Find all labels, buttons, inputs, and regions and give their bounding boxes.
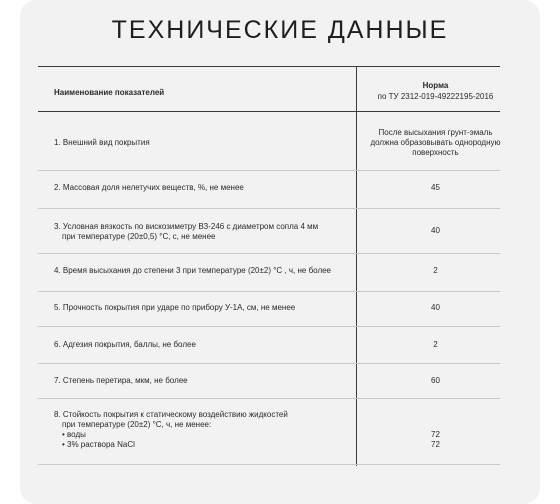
table-row-7-parameter: 7. Степень перетира, мкм, не более [54,376,188,385]
norm-line: должна образовывать однородную [370,138,501,147]
header-norm-label: Норма [422,81,449,90]
table-row-2-parameter: 2. Массовая доля нелетучих веществ, %, не менее [54,183,244,192]
table-row-7-norm: 60 [431,376,440,385]
row-divider [38,464,500,465]
row-divider [38,208,500,209]
table-row-1-parameter: 1. Внешний вид покрытия [54,138,150,147]
table-row-8-norm [357,430,514,450]
table-row-4-norm: 2 [433,266,438,275]
header-norm [357,80,514,102]
table-header-rule [38,111,500,112]
row-divider [38,398,500,399]
table-top-rule [38,66,500,67]
parameter-line: 3. Условная вязкость по вискозиметру ВЗ-246 с диаметром сопла 4 мм [54,222,319,231]
parameter-line: при температуре (20±0,5) °С, с, не менее [62,232,216,241]
norm-line: После высыхания грунт-эмаль [378,128,493,137]
row-divider [38,363,500,364]
table-row-1-norm [357,128,514,158]
header-parameter-name: Наименование показателей [54,88,165,97]
table-row-8-parameter [54,410,344,450]
parameter-line: • 3% раствора NaCl [62,440,135,449]
table-row-2-norm: 45 [431,183,440,192]
table-row-4-parameter: 4. Время высыхания до степени 3 при температуре (20±2) °С , ч, не более [54,266,332,275]
norm-line: 72 [431,430,440,439]
table-row-3-norm: 40 [431,226,440,235]
norm-line: поверхность [412,148,459,157]
table-row-3-parameter [54,222,344,242]
header-norm-standard: по ТУ 2312-019-49222195-2016 [377,92,494,101]
page-title: ТЕХНИЧЕСКИЕ ДАННЫЕ [111,16,449,44]
table-row-6-norm: 2 [433,340,438,349]
row-divider [38,170,500,171]
parameter-line: 8. Стойкость покрытия к статическому воздействию жидкостей [54,410,288,419]
parameter-line: при температуре (20±2) °С, ч, не менее: [62,420,212,429]
row-divider [38,326,500,327]
table-row-6-parameter: 6. Адгезия покрытия, баллы, не более [54,340,196,349]
table-row-5-norm: 40 [431,303,440,312]
row-divider [38,291,500,292]
row-divider [38,253,500,254]
parameter-line: • воды [62,430,86,439]
table-row-5-parameter: 5. Прочность покрытия при ударе по прибору У-1А, см, не менее [54,303,296,312]
norm-line: 72 [431,440,440,449]
